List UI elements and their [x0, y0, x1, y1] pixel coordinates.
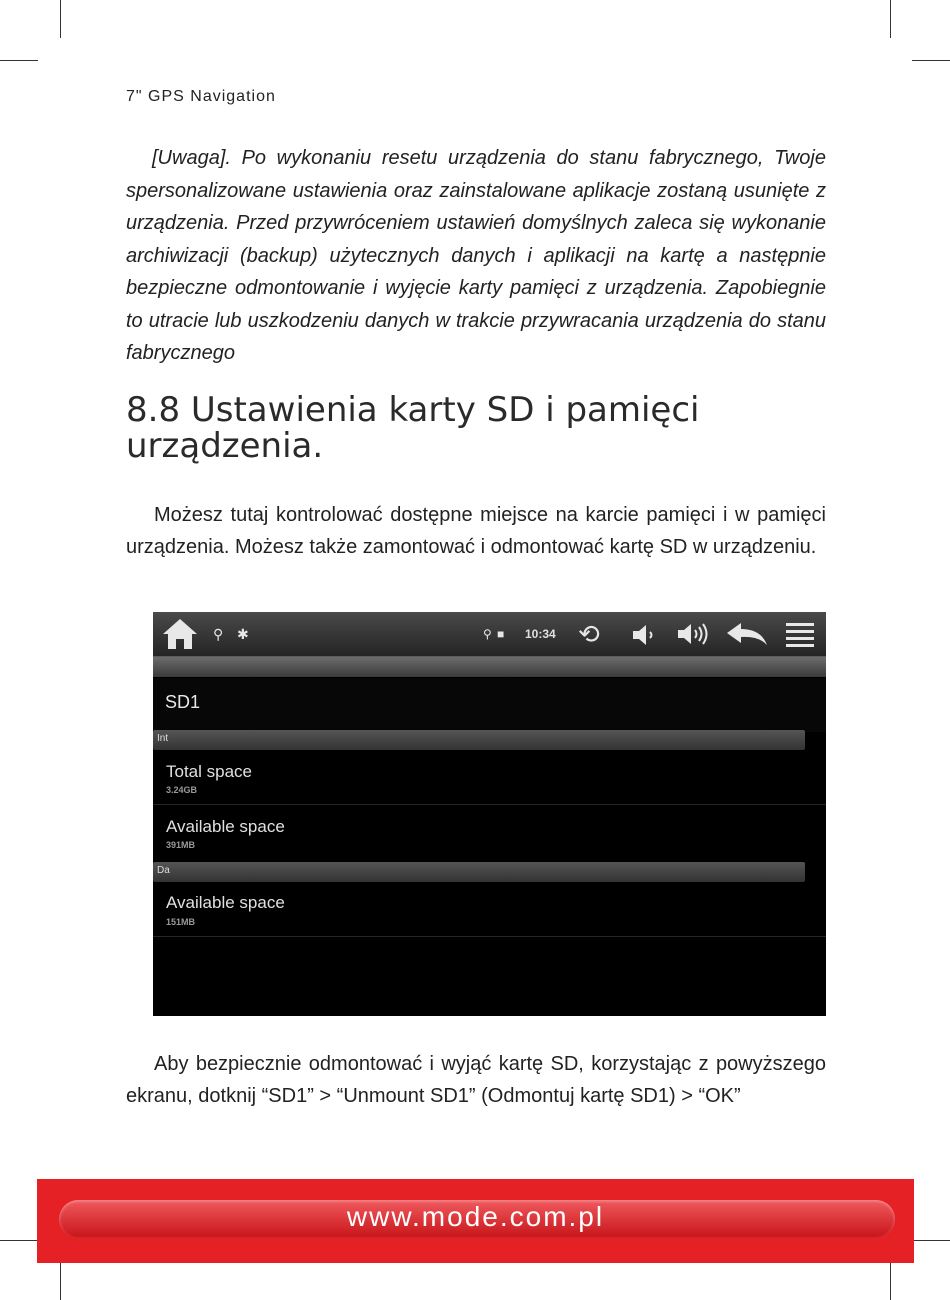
- home-icon: [161, 617, 199, 651]
- outro-paragraph: [126, 1048, 826, 1112]
- divider: [153, 936, 826, 937]
- android-icon: ■: [497, 627, 505, 641]
- crop-mark: [890, 0, 891, 38]
- setting-item-title: Total space: [166, 762, 252, 781]
- section-title: 8.8 Ustawienia karty SD i pamięci urządzenia.: [126, 390, 700, 466]
- status-bar: [153, 612, 826, 657]
- volume-down-icon: [631, 624, 659, 646]
- category-label: Int: [157, 733, 169, 744]
- crop-mark: [912, 60, 950, 61]
- setting-item-title: Available space: [166, 893, 285, 912]
- category-header-internal: [153, 730, 805, 750]
- device-screenshot: [153, 612, 826, 1016]
- category-label: Da: [157, 865, 170, 876]
- usb-icon: ⚲: [483, 627, 492, 641]
- status-time: 10:34: [525, 627, 556, 641]
- crop-mark: [60, 1262, 61, 1300]
- setting-item-value: 151MB: [166, 917, 196, 927]
- intro-text: Możesz tutaj kontrolować dostępne miejsce na karcie pamięci i w pamięci urządzenia. Możesz także zamontować i odmontować kartę SD w urządzeniu.: [126, 504, 826, 558]
- crop-mark: [912, 1240, 950, 1241]
- menu-icon: [785, 621, 815, 647]
- running-header: 7" GPS Navigation: [126, 88, 276, 105]
- crop-mark: [0, 1240, 38, 1241]
- outro-text: Aby bezpiecznie odmontować i wyjąć kartę SD, korzystając z powyższego ekranu, dotknij “SD1” > “Unmount SD1” (Odmontuj kartę SD1) > “OK”: [126, 1053, 826, 1107]
- note-paragraph: [126, 142, 826, 370]
- crop-mark: [0, 60, 38, 61]
- setting-item-title: Available space: [166, 817, 285, 836]
- footer-band: [37, 1179, 914, 1263]
- setting-item-value: 391MB: [166, 840, 196, 850]
- divider: [153, 804, 826, 805]
- footer-url: www.mode.com.pl: [346, 1201, 605, 1232]
- sd-card-row[interactable]: [153, 678, 826, 732]
- category-header-data: [153, 862, 805, 882]
- sd-card-label[interactable]: SD1: [165, 692, 201, 712]
- title-bar: [153, 657, 826, 677]
- note-text: [Uwaga]. Po wykonaniu resetu urządzenia do stanu fabrycznego, Twoje spersonalizowane ustawienia oraz zainstalowane aplikacje zostaną usunięte z urządzenia. Przed przywróceniem ustawień domyślnych zaleca się wykonanie archiwizacji (backup) użytecznych danych i aplikacji na kartę a następnie bezpieczne odmontowanie i wyjęcie karty pamięci z urządzenia. Zapobiegnie to utracie lub uszkodzeniu danych w trakcie przywracania urządzenia do stanu fabrycznego: [126, 147, 826, 364]
- android-icon: ✱: [237, 626, 249, 642]
- setting-item-value: 3.24GB: [166, 785, 198, 795]
- usb-icon: ⚲: [213, 626, 224, 642]
- back-icon: [725, 621, 769, 647]
- volume-up-icon: [676, 622, 712, 646]
- intro-paragraph: [126, 499, 826, 563]
- crop-mark: [890, 1262, 891, 1300]
- crop-mark: [60, 0, 61, 38]
- refresh-icon: ⟲: [578, 619, 600, 649]
